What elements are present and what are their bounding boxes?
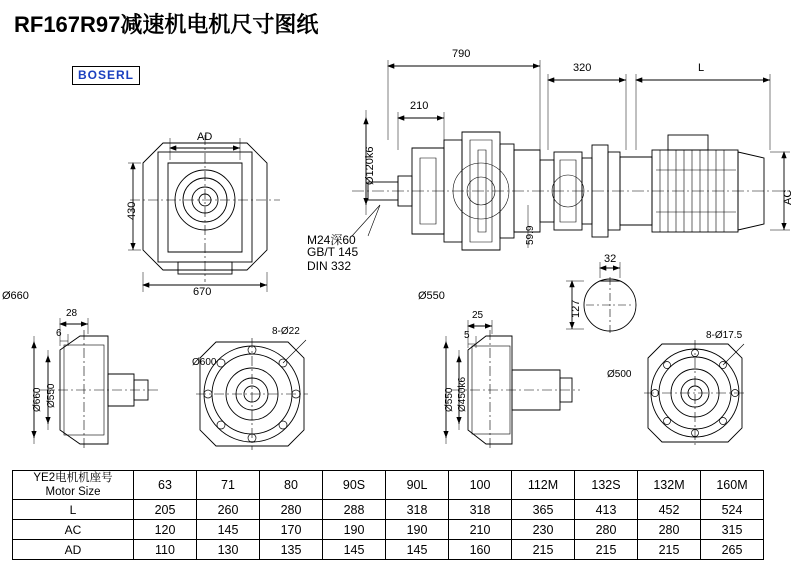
cell: 90L — [386, 471, 449, 500]
cell: 413 — [575, 500, 638, 520]
dim-dia660: Ø660 — [32, 387, 43, 412]
table-row — [13, 520, 764, 540]
row-header-l: L — [13, 500, 134, 520]
dim-127: 127 — [570, 299, 582, 318]
row-header-line1: YE2电机机座号 — [33, 472, 113, 484]
note-thread-m24: M24深60 — [307, 233, 356, 247]
cell: 110 — [134, 540, 197, 560]
cell: 315 — [701, 520, 764, 540]
row-header-line2: Motor Size — [45, 486, 101, 498]
dim-430: 430 — [126, 201, 138, 220]
row-header-motor-size — [13, 471, 134, 500]
row-header-ad: AD — [13, 540, 134, 560]
row-header-ac: AC — [13, 520, 134, 540]
cell: 215 — [638, 540, 701, 560]
cell: 71 — [197, 471, 260, 500]
cell: 120 — [134, 520, 197, 540]
dim-dia500: Ø500 — [607, 369, 632, 380]
cell: 80 — [260, 471, 323, 500]
dim-790: 790 — [452, 48, 471, 60]
dim-dia450k6: Ø450k6 — [457, 376, 468, 412]
dim-AC: AC — [782, 189, 794, 205]
dim-8xdia22: 8-Ø22 — [272, 326, 300, 337]
brand-logo: BOSERL — [72, 66, 140, 85]
cell: 524 — [701, 500, 764, 520]
cell: 112M — [512, 471, 575, 500]
cell: 160 — [449, 540, 512, 560]
cell: 365 — [512, 500, 575, 520]
cell: 132M — [638, 471, 701, 500]
cell: 280 — [638, 520, 701, 540]
dim-6: 6 — [56, 328, 62, 339]
cell: 215 — [512, 540, 575, 560]
cell: 135 — [260, 540, 323, 560]
cell: 190 — [386, 520, 449, 540]
cell: 90S — [323, 471, 386, 500]
table-row — [13, 540, 764, 560]
cell: 132S — [575, 471, 638, 500]
dim-5: 5 — [464, 330, 470, 341]
dim-dia550-side: Ø550 — [444, 387, 455, 412]
dim-dia600: Ø600 — [192, 357, 217, 368]
cell: 265 — [701, 540, 764, 560]
note-standard-din: DIN 332 — [307, 259, 352, 273]
cell: 145 — [386, 540, 449, 560]
table-row — [13, 500, 764, 520]
cell: 230 — [512, 520, 575, 540]
dim-28: 28 — [66, 308, 78, 319]
cell: 215 — [575, 540, 638, 560]
dim-59-9: 59.9 — [525, 225, 536, 245]
cell: 145 — [323, 540, 386, 560]
cell: 318 — [386, 500, 449, 520]
cell: 160M — [701, 471, 764, 500]
dim-dia550-title: Ø550 — [418, 290, 445, 302]
table-row — [13, 471, 764, 500]
dim-AD: AD — [197, 131, 213, 143]
motor-size-table — [12, 470, 764, 560]
dim-25: 25 — [472, 310, 484, 321]
dim-32: 32 — [604, 253, 617, 265]
cell: 190 — [323, 520, 386, 540]
table-body — [13, 471, 764, 560]
dim-8xdia17-5: 8-Ø17.5 — [706, 330, 743, 341]
cell: 205 — [134, 500, 197, 520]
cell: 280 — [260, 500, 323, 520]
cell: 318 — [449, 500, 512, 520]
cell: 63 — [134, 471, 197, 500]
cell: 145 — [197, 520, 260, 540]
cell: 260 — [197, 500, 260, 520]
note-standard-gb: GB/T 145 — [307, 245, 359, 259]
dim-L: L — [698, 62, 705, 74]
cell: 280 — [575, 520, 638, 540]
cell: 288 — [323, 500, 386, 520]
cell: 100 — [449, 471, 512, 500]
dim-670: 670 — [193, 286, 212, 298]
dim-320: 320 — [573, 62, 592, 74]
cell: 452 — [638, 500, 701, 520]
dim-210: 210 — [410, 100, 429, 112]
dim-dia550-left: Ø550 — [46, 383, 57, 408]
cell: 170 — [260, 520, 323, 540]
cell: 130 — [197, 540, 260, 560]
dim-dia660-title: Ø660 — [2, 290, 29, 302]
page-title: RF167R97减速机电机尺寸图纸 — [14, 12, 319, 37]
cell: 210 — [449, 520, 512, 540]
dim-dia120k6: Ø120k6 — [364, 146, 376, 185]
